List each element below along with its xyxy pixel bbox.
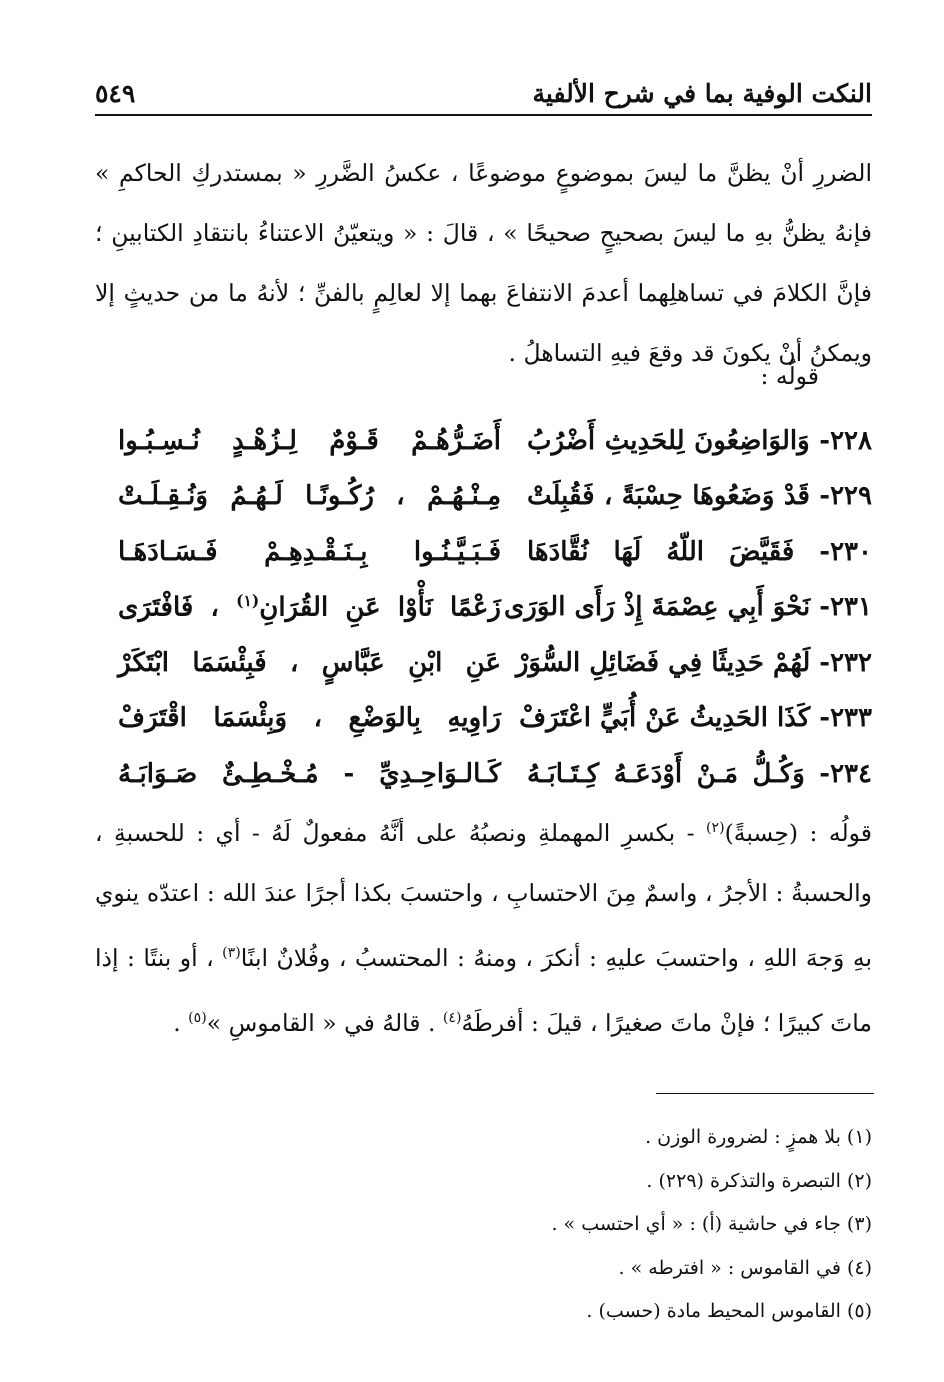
verse-text: زَعْمًا نَأْوْا عَنِ القُرَانِ	[259, 593, 501, 624]
verse-first-hemistich: ٢٣٠- فَقَيَّضَ اللّهُ لَهَا نُقَّادَهَا	[527, 536, 872, 567]
commentary-text: - بكسرِ المهملةِ ونصبُهُ على أنَّهُ مفعولٌ لَهُ - أي : للحسبةِ ، والحسبةُ : الأجرُ ، واسمٌ مِنَ الاحتسابِ ، واحتسبَ بكذا أجرًا عندَ الله : اعتدّه ينوي بهِ وَجهَ اللهِ ، واحتسبَ عليهِ : أنكرَ ، ومنهُ : المحتسبُ ، وفُلانٌ ابنًا	[95, 818, 872, 972]
verse-231	[118, 580, 872, 636]
verse-first-hemistich: ٢٢٩- قَدْ وَضَعُوهَا حِسْبَةً ، فَقُبِلَتْ	[527, 481, 872, 512]
footnote-ref: (٥)	[188, 1009, 207, 1026]
running-title: النكت الوفية بما في شرح الألفية	[532, 79, 872, 108]
verse-second-hemistich: عَنِ ابْنِ عَبَّاسٍ ، فَبِئْسَمَا ابْتَكَرْ	[118, 647, 501, 678]
verse-229	[118, 469, 872, 525]
verse-second-hemistich: رَاوِيهِ بِالوَضْعِ ، وَبِئْسَمَا اقْتَرَفْ	[118, 703, 501, 734]
footnote-2: (٢) التبصرة والتذكرة (٢٢٩) .	[646, 1169, 872, 1192]
verse-first-hemistich: ٢٣١- نَحْوَ أَبِي عِصْمَةَ إِذْ رَأَى الوَرَى	[503, 592, 872, 623]
verse-first-hemistich: ٢٣٤- وَكُـلُّ مَـنْ أَوْدَعَـهُ كِـتَـابَـهُ	[527, 758, 872, 789]
commentary-text: قولُه : (حِسبةً)	[724, 818, 872, 847]
footnote-ref: (١)	[236, 591, 260, 611]
footnote-ref: (٣)	[222, 944, 241, 961]
page-number: ٥٤٩	[95, 79, 136, 108]
verse-second-hemistich: أَضَـرُّهُـمْ قَـوْمٌ لِـزُهْـدٍ نُـسِـبُـوا	[118, 425, 501, 456]
verse-second-hemistich	[118, 591, 501, 623]
verse-text: ، فَافْتَرَى	[118, 593, 237, 624]
verse-228	[118, 413, 872, 469]
qawluhu-label: قولُه :	[760, 362, 819, 390]
commentary-text: ، أو بنتًا : إذا ماتَ كبيرًا ؛ فإنْ ماتَ صغيرًا ، قيلَ : أفرطَهُ	[95, 943, 872, 1037]
footnote-ref: (٤)	[442, 1009, 462, 1026]
commentary-text: . قالهُ في « القاموسِ »	[206, 1008, 443, 1037]
footnote-ref: (٢)	[705, 820, 725, 836]
verse-second-hemistich: كَـالـوَاحِـدِيِّ - مُـخْـطِـئٌ صَـوَابَـهُ	[118, 758, 501, 789]
footnotes	[95, 1116, 872, 1334]
commentary-text: .	[173, 1008, 189, 1037]
paragraph-commentary	[95, 798, 872, 1052]
footnote-4: (٤) في القاموس : « افترطه » .	[618, 1256, 872, 1279]
footnote-divider	[656, 1093, 874, 1094]
verse-first-hemistich: ٢٣٣- كَذَا الحَدِيثُ عَنْ أُبَيٍّ اعْتَرَفْ	[519, 703, 872, 734]
verse-234	[118, 746, 872, 802]
page-header	[95, 62, 872, 116]
verse-second-hemistich: فَـبَـيَّـنُـوا بِـنَـقْـدِهِـمْ فَـسَـادَهَـا	[118, 536, 501, 567]
paragraph-intro: الضررِ أنْ يظنَّ ما ليسَ بموضوعٍ موضوعًا ، عكسُ الضَّررِ « بمستدركِ الحاكمِ » فإنهُ يظنُّ بهِ ما ليسَ بصحيحٍ صحيحًا » ، قالَ : « ويتعيّنُ الاعتناءُ بانتقادِ الكتابينِ ؛ فإنَّ الكلامَ في تساهلِهما أعدمَ الانتفاعَ بهما إلا لعالِمٍ بالفنِّ ؛ لأنهُ ما من حديثٍ إلا ويمكنُ أنْ يكونَ قد وقعَ فيهِ التساهلُ .	[95, 159, 872, 367]
verse-block	[118, 413, 872, 802]
verse-second-hemistich: مِـنْـهُـمْ ، رُكُـونًـا لَـهُـمُ وَنُـقِـلَـتْ	[118, 481, 501, 512]
verse-first-hemistich: ٢٢٨- وَالوَاضِعُونَ لِلحَدِيثِ أَضْرُبُ	[527, 425, 872, 456]
footnote-3: (٣) جاء في حاشية (أ) : « أي احتسب » .	[551, 1213, 872, 1235]
verse-first-hemistich: ٢٣٢- لَهُمْ حَدِيثًا فِي فَضَائِلِ السُّوَرْ	[515, 647, 872, 678]
footnote-5: (٥) القاموس المحيط مادة (حسب) .	[586, 1300, 872, 1322]
verse-230	[118, 524, 872, 580]
footnote-1: (١) بلا همزٍ : لضرورة الوزن .	[645, 1126, 872, 1148]
verse-232	[118, 635, 872, 691]
verse-233	[118, 691, 872, 747]
